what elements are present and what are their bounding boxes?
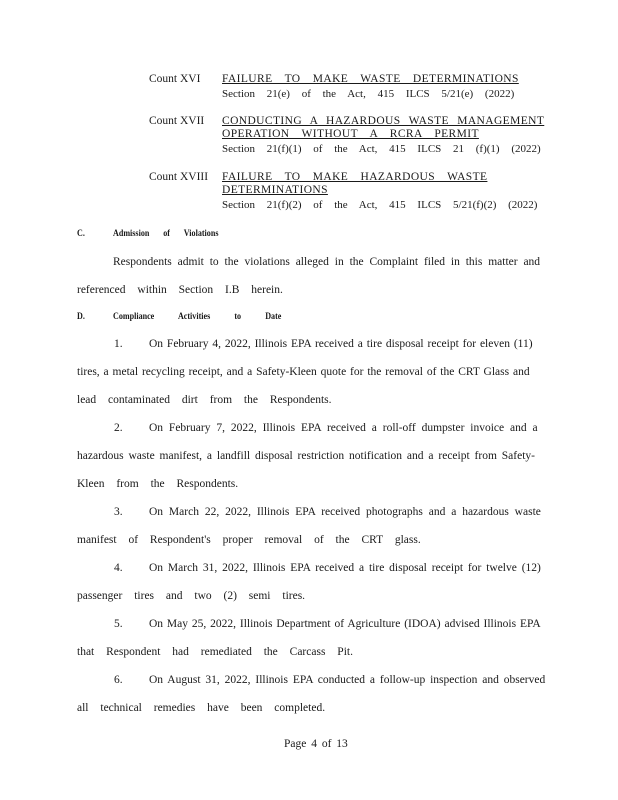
item-1-line-3: lead contaminated dirt from the Respondents. [77, 394, 332, 406]
section-c-para-line-2: referenced within Section I.B herein. [77, 284, 283, 296]
count-xvii-label: Count XVII [149, 115, 205, 127]
count-xviii-label: Count XVIII [149, 171, 209, 183]
count-xviii-title-line-2: DETERMINATIONS [222, 184, 328, 196]
page-number: Page 4 of 13 [284, 738, 348, 750]
item-1-number: 1. [114, 338, 123, 350]
item-5-line-1: On May 25, 2022, Illinois Department of Agriculture (IDOA) advised Illinois EPA [149, 618, 541, 630]
section-c-letter: C. [77, 229, 85, 239]
section-c-para-line-1: Respondents admit to the violations alleged in the Complaint filed in this matter and [113, 256, 541, 268]
item-1-line-1: On February 4, 2022, Illinois EPA received a tire disposal receipt for eleven (11) [149, 338, 533, 350]
item-1-line-2: tires, a metal recycling receipt, and a Safety-Kleen quote for the removal of the CRT Glass and [77, 366, 530, 378]
section-d-title: Compliance Activities to Date [113, 312, 282, 322]
item-2-line-3: Kleen from the Respondents. [77, 478, 239, 490]
item-6-number: 6. [114, 674, 123, 686]
item-2-number: 2. [114, 422, 123, 434]
section-d-letter: D. [77, 312, 85, 322]
item-4-line-2: passenger tires and two (2) semi tires. [77, 590, 306, 602]
count-xviii-title-line-1: FAILURE TO MAKE HAZARDOUS WASTE [222, 171, 488, 183]
item-6-line-1: On August 31, 2022, Illinois EPA conducted a follow-up inspection and observed [149, 674, 546, 686]
item-4-number: 4. [114, 562, 123, 574]
item-2-line-1: On February 7, 2022, Illinois EPA received a roll-off dumpster invoice and a [149, 422, 538, 434]
count-xviii-citation: Section 21(f)(2) of the Act, 415 ILCS 5/21(f)(2) (2022) [222, 199, 538, 211]
item-5-number: 5. [114, 618, 123, 630]
count-xvi-label: Count XVI [149, 73, 201, 85]
item-6-line-2: all technical remedies have been completed. [77, 702, 326, 714]
count-xvii-citation: Section 21(f)(1) of the Act, 415 ILCS 21 (f)(1) (2022) [222, 143, 541, 155]
item-4-line-1: On March 31, 2022, Illinois EPA received a tire disposal receipt for twelve (12) [149, 562, 541, 574]
count-xvii-title-line-1: CONDUCTING A HAZARDOUS WASTE MANAGEMENT [222, 115, 545, 127]
item-3-number: 3. [114, 506, 123, 518]
section-c-title: Admission of Violations [113, 229, 219, 239]
count-xvi-citation: Section 21(e) of the Act, 415 ILCS 5/21(e) (2022) [222, 88, 515, 100]
item-3-line-1: On March 22, 2022, Illinois EPA received photographs and a hazardous waste [149, 506, 541, 518]
count-xvii-title-line-2: OPERATION WITHOUT A RCRA PERMIT [222, 128, 479, 140]
item-5-line-2: that Respondent had remediated the Carcass Pit. [77, 646, 353, 658]
count-xvi-title: FAILURE TO MAKE WASTE DETERMINATIONS [222, 73, 519, 85]
item-2-line-2: hazardous waste manifest, a landfill disposal restriction notification and a receipt from Safety- [77, 450, 535, 462]
item-3-line-2: manifest of Respondent's proper removal of the CRT glass. [77, 534, 421, 546]
